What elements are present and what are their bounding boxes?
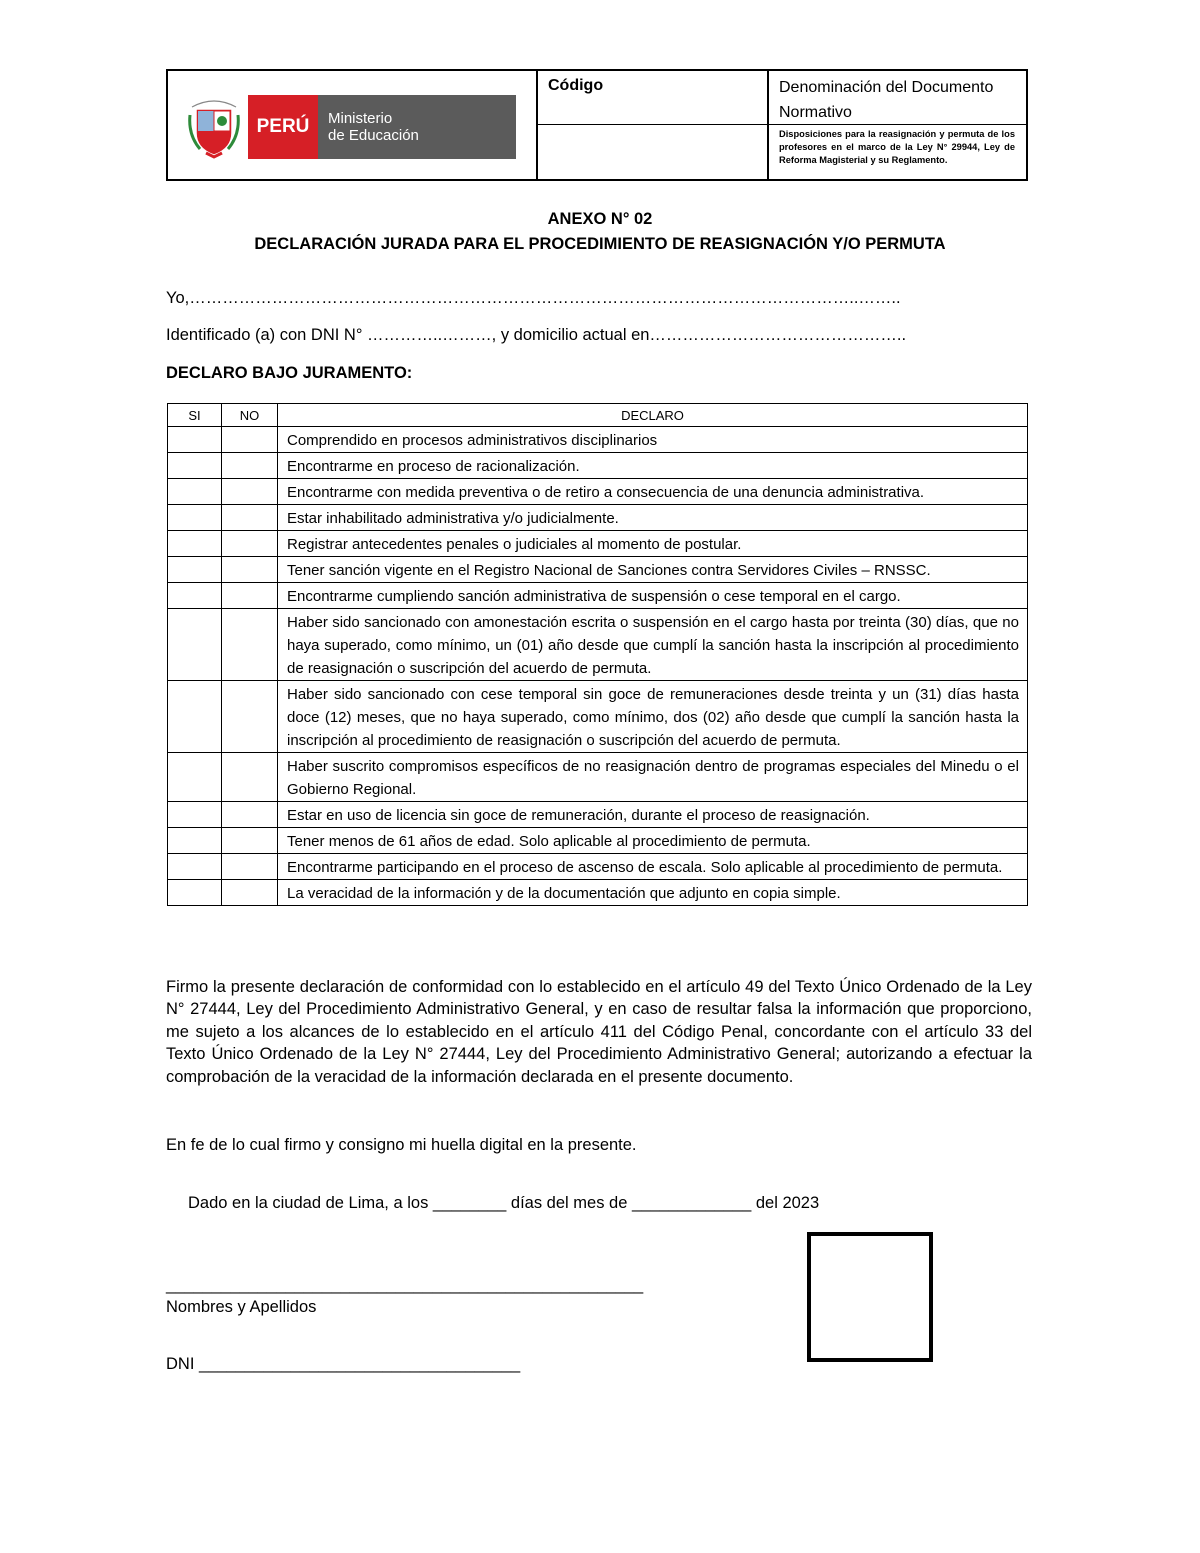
no-checkbox-cell[interactable] <box>222 880 278 906</box>
table-row <box>168 583 1028 609</box>
fingerprint-box[interactable] <box>807 1232 933 1362</box>
no-checkbox-cell[interactable] <box>222 505 278 531</box>
denomination-label: Denominación del Documento Normativo <box>779 79 994 121</box>
denomination-cell <box>767 71 1026 179</box>
ministry-line-2: de Educación <box>328 127 419 144</box>
name-field-line[interactable]: Yo,…………………………………………………………………………………………………………..…….. <box>166 289 901 307</box>
declaration-text: Estar inhabilitado administrativa y/o judicialmente. <box>278 505 1028 531</box>
annex-number: ANEXO N° 02 <box>547 210 653 228</box>
declarations-table <box>167 403 1028 906</box>
logo-cell <box>168 71 538 179</box>
no-checkbox-cell[interactable] <box>222 427 278 453</box>
declaration-text: Registrar antecedentes penales o judiciales al momento de postular. <box>278 531 1028 557</box>
no-checkbox-cell[interactable] <box>222 609 278 681</box>
si-checkbox-cell[interactable] <box>168 802 222 828</box>
si-checkbox-cell[interactable] <box>168 531 222 557</box>
table-row <box>168 753 1028 802</box>
no-checkbox-cell[interactable] <box>222 828 278 854</box>
no-checkbox-cell[interactable] <box>222 557 278 583</box>
no-checkbox-cell[interactable] <box>222 531 278 557</box>
table-row <box>168 531 1028 557</box>
names-label: Nombres y Apellidos <box>166 1298 317 1316</box>
ministry-name <box>318 95 516 159</box>
header-no: NO <box>222 404 278 427</box>
declaration-text: Tener sanción vigente en el Registro Nacional de Sanciones contra Servidores Civiles – RNSSC. <box>278 557 1028 583</box>
table-row <box>168 557 1028 583</box>
table-row <box>168 802 1028 828</box>
si-checkbox-cell[interactable] <box>168 854 222 880</box>
document-header-table <box>166 69 1028 181</box>
id-address-field-line[interactable]: Identificado (a) con DNI N° …………..………, y domicilio actual en……………………………………….. <box>166 326 907 344</box>
no-checkbox-cell[interactable] <box>222 753 278 802</box>
ministry-line-1: Ministerio <box>328 110 393 127</box>
date-line[interactable]: Dado en la ciudad de Lima, a los ________ días del mes de _____________ del 2023 <box>188 1194 820 1212</box>
declare-heading: DECLARO BAJO JURAMENTO: <box>166 364 413 382</box>
declaration-paragraph: Firmo la presente declaración de conformidad con lo establecido en el artículo 49 del Texto Único Ordenado de la Ley N° 27444, Ley del Procedimiento Administrativo General, y en caso de resultar falsa la información que proporciono, me sujeto a los alcances de lo establecido en el artículo 411 del Código Penal, concordante con el artículo 33 del Texto Único Ordenado de la Ley N° 27444, Ley del Procedimiento Administrativo General; autorizando a efectuar la comprobación de la veracidad de la información declarada en el presente documento. <box>166 978 1032 1086</box>
table-row <box>168 681 1028 753</box>
no-checkbox-cell[interactable] <box>222 583 278 609</box>
si-checkbox-cell[interactable] <box>168 681 222 753</box>
signature-line[interactable]: ____________________________________________________ <box>166 1276 644 1294</box>
denomination-value: Disposiciones para la reasignación y permuta de los profesores en el marco de la Ley N° 29944, Ley de Reforma Magisterial y su Reglamento. <box>779 129 1015 165</box>
table-header-row <box>168 404 1028 427</box>
no-checkbox-cell[interactable] <box>222 479 278 505</box>
no-checkbox-cell[interactable] <box>222 453 278 479</box>
declaration-text: Comprendido en procesos administrativos disciplinarios <box>278 427 1028 453</box>
si-checkbox-cell[interactable] <box>168 427 222 453</box>
table-row <box>168 609 1028 681</box>
table-row <box>168 427 1028 453</box>
no-checkbox-cell[interactable] <box>222 802 278 828</box>
peru-brand: PERÚ <box>248 95 318 159</box>
si-checkbox-cell[interactable] <box>168 505 222 531</box>
table-row <box>168 505 1028 531</box>
table-row <box>168 453 1028 479</box>
declaration-text: Tener menos de 61 años de edad. Solo aplicable al procedimiento de permuta. <box>278 828 1028 854</box>
declaration-text: Estar en uso de licencia sin goce de remuneración, durante el proceso de reasignación. <box>278 802 1028 828</box>
declaration-text: Encontrarme con medida preventiva o de retiro a consecuencia de una denuncia administrativa. <box>278 479 1028 505</box>
si-checkbox-cell[interactable] <box>168 453 222 479</box>
header-divider <box>536 124 1026 125</box>
declaration-text: Haber suscrito compromisos específicos de no reasignación dentro de programas especiales del Minedu o el Gobierno Regional. <box>278 753 1028 802</box>
document-title: DECLARACIÓN JURADA PARA EL PROCEDIMIENTO DE REASIGNACIÓN Y/O PERMUTA <box>254 235 946 253</box>
si-checkbox-cell[interactable] <box>168 583 222 609</box>
no-checkbox-cell[interactable] <box>222 854 278 880</box>
table-row <box>168 854 1028 880</box>
declaration-text: Encontrarme participando en el proceso de ascenso de escala. Solo aplicable al procedimiento de permuta. <box>278 854 1028 880</box>
si-checkbox-cell[interactable] <box>168 880 222 906</box>
fingerprint-paragraph: En fe de lo cual firmo y consigno mi huella digital en la presente. <box>166 1136 637 1154</box>
table-row <box>168 479 1028 505</box>
peru-coat-of-arms-icon <box>186 93 242 159</box>
no-checkbox-cell[interactable] <box>222 681 278 753</box>
code-label: Código <box>548 77 604 94</box>
si-checkbox-cell[interactable] <box>168 557 222 583</box>
table-row <box>168 828 1028 854</box>
declaration-text: La veracidad de la información y de la documentación que adjunto en copia simple. <box>278 880 1028 906</box>
code-cell <box>536 71 769 179</box>
header-si: SI <box>168 404 222 427</box>
table-row <box>168 880 1028 906</box>
header-declaro: DECLARO <box>278 404 1028 427</box>
declarations-body <box>168 427 1028 906</box>
declaration-text: Haber sido sancionado con amonestación escrita o suspensión en el cargo hasta por treinta (30) días, que no haya superado, como mínimo, un (01) año desde que cumplí la sanción hasta la inscripción al procedimiento de reasignación o suscripción del acuerdo de permuta. <box>278 609 1028 681</box>
minedu-logo <box>186 93 516 159</box>
si-checkbox-cell[interactable] <box>168 479 222 505</box>
dni-line[interactable]: DNI ___________________________________ <box>166 1355 521 1373</box>
declaration-text: Haber sido sancionado con cese temporal sin goce de remuneraciones desde treinta y un (31) días hasta doce (12) meses, que no haya superado, como mínimo, dos (02) año desde que cumplí la sanción hasta la inscripción al procedimiento de reasignación o suscripción del acuerdo de permuta. <box>278 681 1028 753</box>
declaration-text: Encontrarme cumpliendo sanción administrativa de suspensión o cese temporal en el cargo. <box>278 583 1028 609</box>
si-checkbox-cell[interactable] <box>168 828 222 854</box>
si-checkbox-cell[interactable] <box>168 609 222 681</box>
declaration-text: Encontrarme en proceso de racionalización. <box>278 453 1028 479</box>
si-checkbox-cell[interactable] <box>168 753 222 802</box>
